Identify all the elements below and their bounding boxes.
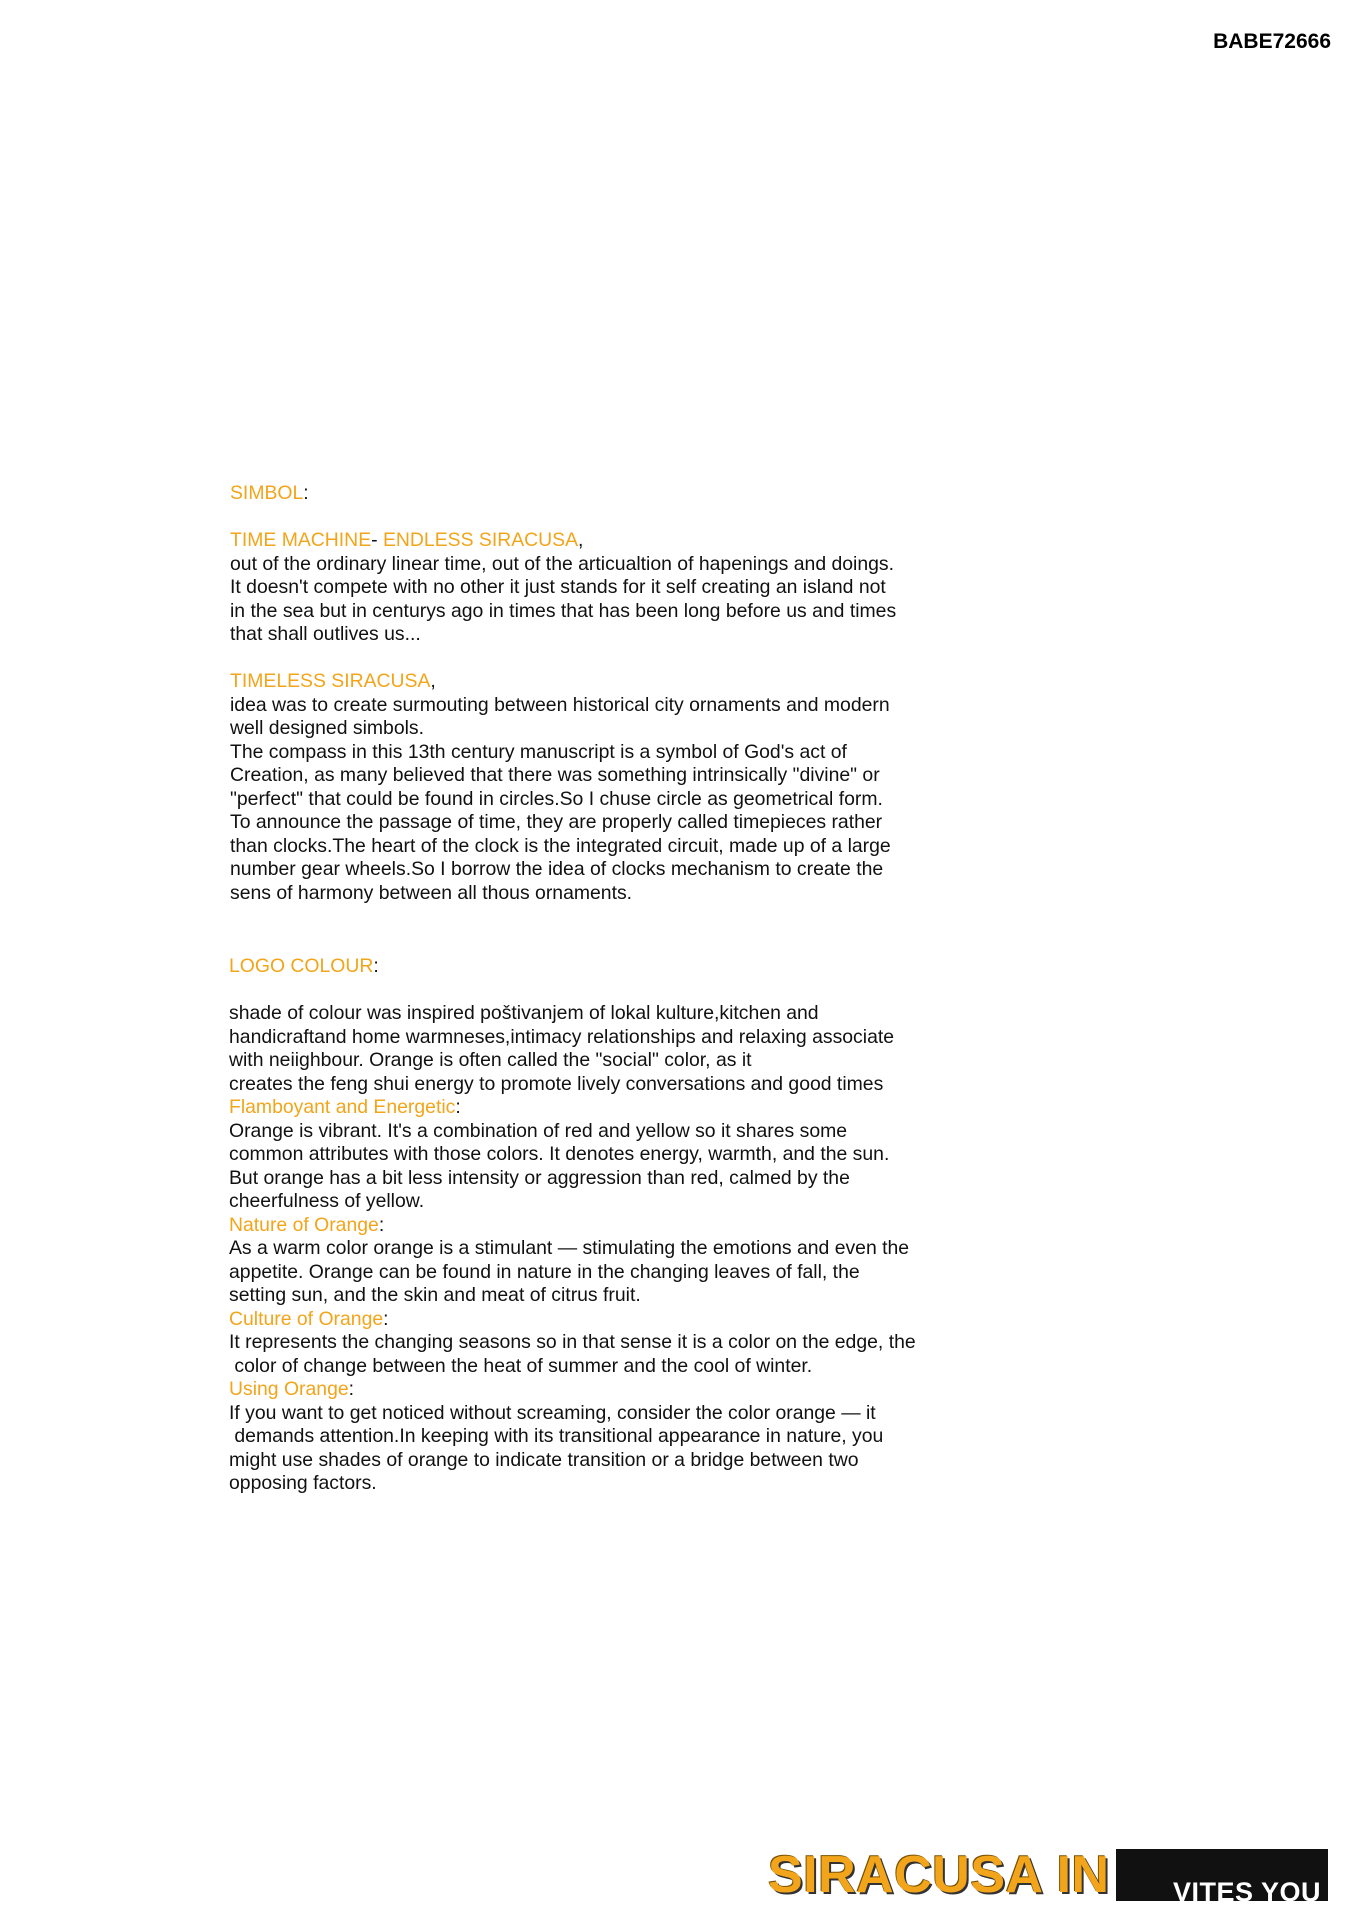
paragraph-line: cheerfulness of yellow. <box>229 1190 425 1212</box>
simbol-heading-text: SIMBOL <box>230 482 304 504</box>
time-machine-text: TIME MACHINE <box>230 529 372 551</box>
paragraph-line: "perfect" that could be found in circles.So I chuse circle as geometrical form. <box>230 787 883 810</box>
paragraph-line: Creation, as many believed that there was something intrinsically "divine" or <box>230 764 880 786</box>
logo-colour-heading-colon: : <box>373 955 379 977</box>
endless-siracusa-text: ENDLESS SIRACUSA <box>377 529 579 551</box>
flamboyant-heading <box>229 1096 1109 1120</box>
culture-heading <box>229 1308 1109 1332</box>
paragraph-line: It represents the changing seasons so in that sense it is a color on the edge, the <box>229 1331 916 1353</box>
paragraph-line: handicraftand home warmneses,intimacy relationships and relaxing associate <box>229 1025 895 1048</box>
paragraph-line: might use shades of orange to indicate transition or a bridge between two <box>229 1448 859 1471</box>
logo-colour-heading <box>229 955 1109 979</box>
nature-colon: : <box>378 1213 385 1236</box>
flamboyant-colon: : <box>455 1096 461 1118</box>
using-heading <box>229 1378 1109 1402</box>
siracusa-invites-logo <box>768 1846 1328 1909</box>
nature-heading <box>229 1214 1109 1238</box>
logo-colour-section <box>229 955 1109 1496</box>
simbol-heading <box>230 482 1110 506</box>
time-machine-dash: - <box>371 529 378 551</box>
logo-colour-heading-text: LOGO COLOUR <box>229 955 374 977</box>
logo-main-text: SIRACUSA IN <box>768 1849 1116 1901</box>
logo-colour-intro <box>229 1002 1109 1096</box>
paragraph-line: The compass in this 13th century manuscript is a symbol of God's act of <box>230 740 847 763</box>
paragraph-line: To announce the passage of time, they are properly called timepieces rather <box>230 811 883 833</box>
document-code: BABE72666 <box>1213 30 1331 53</box>
simbol-section <box>230 482 1110 905</box>
paragraph-line: Orange is vibrant. It's a combination of red and yellow so it shares some <box>229 1119 848 1142</box>
paragraph-line: setting sun, and the skin and meat of citrus fruit. <box>229 1284 641 1306</box>
paragraph-line: opposing factors. <box>229 1472 377 1494</box>
paragraph-line: idea was to create surmouting between historical city ornaments and modern <box>230 693 890 716</box>
paragraph-line: common attributes with those colors. It denotes energy, warmth, and the sun. <box>229 1143 890 1165</box>
paragraph-line: sens of harmony between all thous ornaments. <box>230 881 633 904</box>
paragraph-line: creates the feng shui energy to promote lively conversations and good times <box>229 1072 884 1095</box>
paragraph-line: color of change between the heat of summer and the cool of winter. <box>229 1354 813 1377</box>
timeless-siracusa-heading <box>230 670 1110 694</box>
paragraph-line: appetite. Orange can be found in nature in the changing leaves of fall, the <box>229 1260 860 1283</box>
culture-title: Culture of Orange <box>229 1307 384 1330</box>
logo-small-text: VITES YOU <box>1173 1877 1322 1907</box>
timeless-siracusa-text: TIMELESS SIRACUSA <box>230 670 431 692</box>
paragraph-line: If you want to get noticed without screaming, consider the color orange — it <box>229 1401 876 1424</box>
using-title: Using Orange <box>229 1378 349 1400</box>
paragraph-line: shade of colour was inspired poštivanjem of lokal kulture,kitchen and <box>229 1002 819 1024</box>
paragraph-line: As a warm color orange is a stimulant — stimulating the emotions and even the <box>229 1237 910 1259</box>
timeless-comma: , <box>430 670 436 692</box>
paragraph-line: demands attention.In keeping with its transitional appearance in nature, you <box>229 1425 884 1447</box>
time-machine-paragraph <box>230 553 1110 647</box>
time-machine-heading <box>230 529 1110 553</box>
timeless-paragraph <box>230 694 1110 906</box>
paragraph-line: well designed simbols. <box>230 717 425 739</box>
culture-colon: : <box>383 1307 389 1330</box>
nature-title: Nature of Orange <box>229 1213 379 1236</box>
paragraph-line: in the sea but in centurys ago in times that has been long before us and times <box>230 599 897 622</box>
paragraph-line: with neiighbour. Orange is often called the "social" color, as it <box>229 1049 752 1071</box>
simbol-heading-colon: : <box>303 482 309 504</box>
using-colon: : <box>348 1378 355 1400</box>
flamboyant-title: Flamboyant and Energetic <box>229 1096 456 1118</box>
paragraph-line: number gear wheels.So I borrow the idea of clocks mechanism to create the <box>230 858 884 880</box>
time-machine-comma: , <box>578 529 584 551</box>
paragraph-line: It doesn't compete with no other it just stands for it self creating an island not <box>230 576 886 598</box>
paragraph-line: than clocks.The heart of the clock is the integrated circuit, made up of a large <box>230 834 891 857</box>
paragraph-line: that shall outlives us... <box>230 623 421 645</box>
paragraph-line: out of the ordinary linear time, out of the articualtion of hapenings and doings. <box>230 552 895 575</box>
paragraph-line: But orange has a bit less intensity or aggression than red, calmed by the <box>229 1166 850 1189</box>
